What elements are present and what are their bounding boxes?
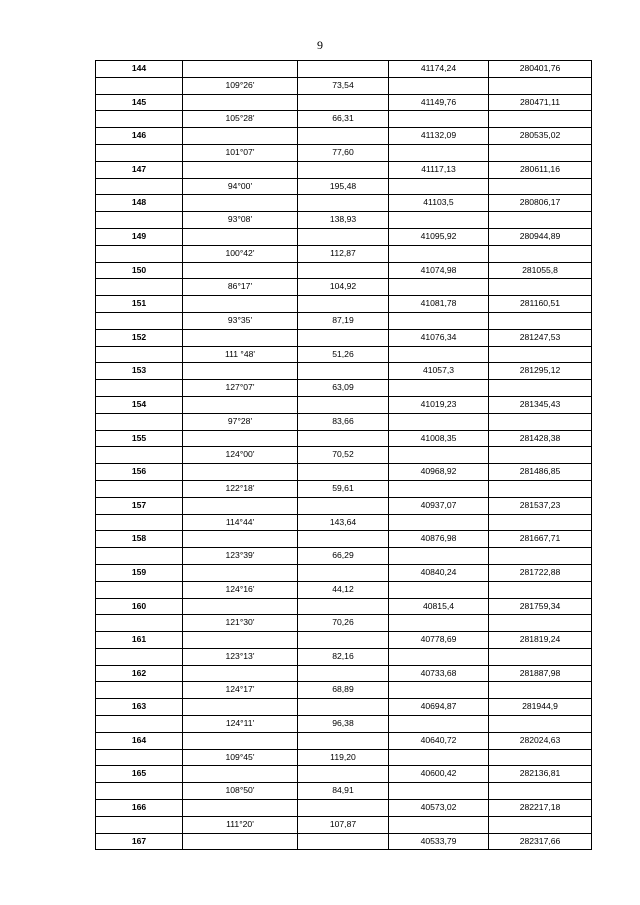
y-coordinate: 281667,71 <box>489 531 592 548</box>
x-coordinate: 40640,72 <box>389 732 489 749</box>
y-coordinate: 281486,85 <box>489 464 592 481</box>
point-number: 163 <box>96 699 183 716</box>
point-number: 148 <box>96 195 183 212</box>
x-coordinate: 41103,5 <box>389 195 489 212</box>
empty-angle-cell <box>183 665 298 682</box>
empty-x-cell <box>389 447 489 464</box>
empty-x-cell <box>389 480 489 497</box>
direction-angle: 127°07' <box>183 380 298 397</box>
empty-y-cell <box>489 312 592 329</box>
segment-row <box>96 245 592 262</box>
point-number: 159 <box>96 564 183 581</box>
x-coordinate: 41074,98 <box>389 262 489 279</box>
empty-y-cell <box>489 716 592 733</box>
y-coordinate: 281537,23 <box>489 497 592 514</box>
empty-x-cell <box>389 245 489 262</box>
empty-y-cell <box>489 648 592 665</box>
page-number: 9 <box>317 38 323 52</box>
segment-row <box>96 514 592 531</box>
y-coordinate: 281055,8 <box>489 262 592 279</box>
empty-length-cell <box>298 699 389 716</box>
point-row <box>96 632 592 649</box>
empty-angle-cell <box>183 766 298 783</box>
point-row <box>96 161 592 178</box>
empty-y-cell <box>489 111 592 128</box>
direction-angle: 111°20' <box>183 816 298 833</box>
empty-x-cell <box>389 548 489 565</box>
empty-length-cell <box>298 531 389 548</box>
empty-y-cell <box>489 480 592 497</box>
y-coordinate: 281247,53 <box>489 329 592 346</box>
segment-length: 96,38 <box>298 716 389 733</box>
y-coordinate: 281819,24 <box>489 632 592 649</box>
empty-x-cell <box>389 312 489 329</box>
direction-angle: 100°42' <box>183 245 298 262</box>
empty-y-cell <box>489 178 592 195</box>
point-number: 153 <box>96 363 183 380</box>
y-coordinate: 281295,12 <box>489 363 592 380</box>
segment-row <box>96 77 592 94</box>
empty-point-cell <box>96 447 183 464</box>
point-row <box>96 396 592 413</box>
direction-angle: 124°17' <box>183 682 298 699</box>
segment-row <box>96 783 592 800</box>
direction-angle: 114°44' <box>183 514 298 531</box>
y-coordinate: 282136,81 <box>489 766 592 783</box>
empty-angle-cell <box>183 632 298 649</box>
point-number: 161 <box>96 632 183 649</box>
empty-point-cell <box>96 77 183 94</box>
x-coordinate: 40600,42 <box>389 766 489 783</box>
empty-length-cell <box>298 161 389 178</box>
segment-row <box>96 581 592 598</box>
segment-row <box>96 682 592 699</box>
y-coordinate: 281160,51 <box>489 296 592 313</box>
segment-row <box>96 648 592 665</box>
empty-y-cell <box>489 682 592 699</box>
point-number: 164 <box>96 732 183 749</box>
point-number: 162 <box>96 665 183 682</box>
point-row <box>96 195 592 212</box>
y-coordinate: 280535,02 <box>489 128 592 145</box>
empty-x-cell <box>389 77 489 94</box>
y-coordinate: 282024,63 <box>489 732 592 749</box>
direction-angle: 123°39' <box>183 548 298 565</box>
empty-angle-cell <box>183 598 298 615</box>
segment-row <box>96 279 592 296</box>
empty-length-cell <box>298 766 389 783</box>
point-number: 151 <box>96 296 183 313</box>
segment-length: 66,29 <box>298 548 389 565</box>
point-number: 150 <box>96 262 183 279</box>
segment-length: 51,26 <box>298 346 389 363</box>
point-row <box>96 732 592 749</box>
empty-length-cell <box>298 61 389 78</box>
empty-angle-cell <box>183 128 298 145</box>
empty-angle-cell <box>183 363 298 380</box>
empty-y-cell <box>489 144 592 161</box>
point-number: 158 <box>96 531 183 548</box>
empty-y-cell <box>489 380 592 397</box>
empty-point-cell <box>96 783 183 800</box>
point-number: 145 <box>96 94 183 111</box>
empty-point-cell <box>96 245 183 262</box>
empty-point-cell <box>96 716 183 733</box>
x-coordinate: 40733,68 <box>389 665 489 682</box>
empty-angle-cell <box>183 531 298 548</box>
x-coordinate: 40968,92 <box>389 464 489 481</box>
empty-length-cell <box>298 396 389 413</box>
empty-x-cell <box>389 178 489 195</box>
empty-x-cell <box>389 648 489 665</box>
y-coordinate: 280806,17 <box>489 195 592 212</box>
point-number: 144 <box>96 61 183 78</box>
empty-angle-cell <box>183 564 298 581</box>
point-number: 167 <box>96 833 183 850</box>
x-coordinate: 41117,13 <box>389 161 489 178</box>
empty-length-cell <box>298 833 389 850</box>
empty-angle-cell <box>183 161 298 178</box>
empty-x-cell <box>389 783 489 800</box>
empty-length-cell <box>298 296 389 313</box>
point-row <box>96 262 592 279</box>
empty-angle-cell <box>183 195 298 212</box>
empty-angle-cell <box>183 396 298 413</box>
segment-length: 63,09 <box>298 380 389 397</box>
empty-angle-cell <box>183 699 298 716</box>
segment-row <box>96 380 592 397</box>
point-row <box>96 430 592 447</box>
x-coordinate: 41095,92 <box>389 228 489 245</box>
segment-row <box>96 413 592 430</box>
empty-point-cell <box>96 346 183 363</box>
empty-y-cell <box>489 413 592 430</box>
point-row <box>96 766 592 783</box>
direction-angle: 111 °48' <box>183 346 298 363</box>
point-row <box>96 363 592 380</box>
empty-length-cell <box>298 497 389 514</box>
empty-point-cell <box>96 581 183 598</box>
empty-angle-cell <box>183 497 298 514</box>
segment-length: 119,20 <box>298 749 389 766</box>
segment-length: 84,91 <box>298 783 389 800</box>
point-number: 157 <box>96 497 183 514</box>
direction-angle: 93°08' <box>183 212 298 229</box>
y-coordinate: 281944,9 <box>489 699 592 716</box>
y-coordinate: 281722,88 <box>489 564 592 581</box>
empty-x-cell <box>389 816 489 833</box>
empty-y-cell <box>489 581 592 598</box>
segment-length: 143,64 <box>298 514 389 531</box>
segment-length: 195,48 <box>298 178 389 195</box>
segment-length: 70,26 <box>298 615 389 632</box>
segment-row <box>96 716 592 733</box>
empty-length-cell <box>298 128 389 145</box>
empty-angle-cell <box>183 833 298 850</box>
x-coordinate: 40876,98 <box>389 531 489 548</box>
empty-x-cell <box>389 144 489 161</box>
empty-length-cell <box>298 564 389 581</box>
segment-length: 44,12 <box>298 581 389 598</box>
x-coordinate: 40937,07 <box>389 497 489 514</box>
y-coordinate: 280401,76 <box>489 61 592 78</box>
point-row <box>96 228 592 245</box>
x-coordinate: 41057,3 <box>389 363 489 380</box>
x-coordinate: 40533,79 <box>389 833 489 850</box>
empty-y-cell <box>489 447 592 464</box>
x-coordinate: 41149,76 <box>389 94 489 111</box>
empty-angle-cell <box>183 262 298 279</box>
direction-angle: 108°50' <box>183 783 298 800</box>
segment-row <box>96 178 592 195</box>
empty-point-cell <box>96 413 183 430</box>
segment-length: 77,60 <box>298 144 389 161</box>
empty-y-cell <box>489 245 592 262</box>
empty-x-cell <box>389 749 489 766</box>
coordinates-table <box>95 60 592 850</box>
empty-point-cell <box>96 648 183 665</box>
point-row <box>96 128 592 145</box>
point-row <box>96 329 592 346</box>
segment-length: 70,52 <box>298 447 389 464</box>
point-number: 147 <box>96 161 183 178</box>
empty-length-cell <box>298 363 389 380</box>
empty-length-cell <box>298 632 389 649</box>
direction-angle: 94°00' <box>183 178 298 195</box>
empty-y-cell <box>489 279 592 296</box>
empty-y-cell <box>489 548 592 565</box>
empty-point-cell <box>96 548 183 565</box>
direction-angle: 124°00' <box>183 447 298 464</box>
empty-length-cell <box>298 464 389 481</box>
point-row <box>96 833 592 850</box>
empty-point-cell <box>96 212 183 229</box>
x-coordinate: 41081,78 <box>389 296 489 313</box>
point-number: 160 <box>96 598 183 615</box>
empty-x-cell <box>389 279 489 296</box>
x-coordinate: 41008,35 <box>389 430 489 447</box>
segment-row <box>96 749 592 766</box>
point-row <box>96 665 592 682</box>
point-number: 165 <box>96 766 183 783</box>
direction-angle: 101°07' <box>183 144 298 161</box>
y-coordinate: 282317,66 <box>489 833 592 850</box>
x-coordinate: 40815,4 <box>389 598 489 615</box>
x-coordinate: 40778,69 <box>389 632 489 649</box>
empty-point-cell <box>96 279 183 296</box>
empty-angle-cell <box>183 800 298 817</box>
segment-length: 82,16 <box>298 648 389 665</box>
segment-length: 66,31 <box>298 111 389 128</box>
x-coordinate: 40573,02 <box>389 800 489 817</box>
segment-length: 73,54 <box>298 77 389 94</box>
y-coordinate: 281428,38 <box>489 430 592 447</box>
empty-length-cell <box>298 430 389 447</box>
segment-row <box>96 548 592 565</box>
empty-x-cell <box>389 413 489 430</box>
empty-length-cell <box>298 262 389 279</box>
empty-y-cell <box>489 615 592 632</box>
empty-point-cell <box>96 514 183 531</box>
segment-length: 107,87 <box>298 816 389 833</box>
empty-angle-cell <box>183 732 298 749</box>
empty-x-cell <box>389 380 489 397</box>
point-row <box>96 800 592 817</box>
empty-point-cell <box>96 615 183 632</box>
empty-y-cell <box>489 816 592 833</box>
empty-angle-cell <box>183 430 298 447</box>
segment-length: 112,87 <box>298 245 389 262</box>
empty-x-cell <box>389 581 489 598</box>
point-row <box>96 699 592 716</box>
empty-point-cell <box>96 380 183 397</box>
empty-point-cell <box>96 111 183 128</box>
segment-row <box>96 312 592 329</box>
empty-point-cell <box>96 816 183 833</box>
segment-length: 87,19 <box>298 312 389 329</box>
point-row <box>96 61 592 78</box>
empty-y-cell <box>489 212 592 229</box>
segment-length: 138,93 <box>298 212 389 229</box>
empty-angle-cell <box>183 296 298 313</box>
x-coordinate: 40694,87 <box>389 699 489 716</box>
empty-length-cell <box>298 732 389 749</box>
empty-angle-cell <box>183 329 298 346</box>
point-row <box>96 497 592 514</box>
segment-row <box>96 480 592 497</box>
segment-row <box>96 447 592 464</box>
segment-row <box>96 111 592 128</box>
y-coordinate: 280471,11 <box>489 94 592 111</box>
point-number: 152 <box>96 329 183 346</box>
empty-point-cell <box>96 749 183 766</box>
direction-angle: 93°35' <box>183 312 298 329</box>
empty-length-cell <box>298 94 389 111</box>
point-row <box>96 94 592 111</box>
direction-angle: 124°11' <box>183 716 298 733</box>
point-row <box>96 531 592 548</box>
coordinates-table-body <box>96 61 592 850</box>
direction-angle: 109°45' <box>183 749 298 766</box>
point-row <box>96 296 592 313</box>
x-coordinate: 41174,24 <box>389 61 489 78</box>
segment-length: 68,89 <box>298 682 389 699</box>
empty-length-cell <box>298 195 389 212</box>
segment-row <box>96 346 592 363</box>
point-number: 149 <box>96 228 183 245</box>
empty-length-cell <box>298 665 389 682</box>
point-row <box>96 564 592 581</box>
segment-row <box>96 816 592 833</box>
y-coordinate: 281887,98 <box>489 665 592 682</box>
empty-x-cell <box>389 615 489 632</box>
segment-length: 59,61 <box>298 480 389 497</box>
empty-point-cell <box>96 480 183 497</box>
y-coordinate: 282217,18 <box>489 800 592 817</box>
empty-angle-cell <box>183 61 298 78</box>
direction-angle: 109°26' <box>183 77 298 94</box>
direction-angle: 97°28' <box>183 413 298 430</box>
empty-x-cell <box>389 682 489 699</box>
direction-angle: 122°18' <box>183 480 298 497</box>
empty-length-cell <box>298 228 389 245</box>
empty-point-cell <box>96 682 183 699</box>
empty-x-cell <box>389 514 489 531</box>
point-number: 146 <box>96 128 183 145</box>
segment-row <box>96 144 592 161</box>
empty-y-cell <box>489 346 592 363</box>
segment-length: 83,66 <box>298 413 389 430</box>
empty-point-cell <box>96 144 183 161</box>
empty-length-cell <box>298 800 389 817</box>
point-number: 154 <box>96 396 183 413</box>
x-coordinate: 41076,34 <box>389 329 489 346</box>
empty-x-cell <box>389 346 489 363</box>
empty-y-cell <box>489 749 592 766</box>
point-number: 156 <box>96 464 183 481</box>
point-row <box>96 598 592 615</box>
empty-angle-cell <box>183 94 298 111</box>
direction-angle: 86°17' <box>183 279 298 296</box>
segment-length: 104,92 <box>298 279 389 296</box>
direction-angle: 123°13' <box>183 648 298 665</box>
empty-angle-cell <box>183 464 298 481</box>
direction-angle: 121°30' <box>183 615 298 632</box>
y-coordinate: 281759,34 <box>489 598 592 615</box>
y-coordinate: 281345,43 <box>489 396 592 413</box>
point-row <box>96 464 592 481</box>
direction-angle: 105°28' <box>183 111 298 128</box>
direction-angle: 124°16' <box>183 581 298 598</box>
empty-point-cell <box>96 178 183 195</box>
point-number: 166 <box>96 800 183 817</box>
empty-y-cell <box>489 514 592 531</box>
empty-length-cell <box>298 598 389 615</box>
empty-length-cell <box>298 329 389 346</box>
empty-y-cell <box>489 783 592 800</box>
x-coordinate: 41019,23 <box>389 396 489 413</box>
y-coordinate: 280611,16 <box>489 161 592 178</box>
segment-row <box>96 615 592 632</box>
x-coordinate: 41132,09 <box>389 128 489 145</box>
point-number: 155 <box>96 430 183 447</box>
empty-x-cell <box>389 716 489 733</box>
x-coordinate: 40840,24 <box>389 564 489 581</box>
empty-x-cell <box>389 111 489 128</box>
empty-point-cell <box>96 312 183 329</box>
empty-x-cell <box>389 212 489 229</box>
empty-y-cell <box>489 77 592 94</box>
y-coordinate: 280944,89 <box>489 228 592 245</box>
empty-angle-cell <box>183 228 298 245</box>
segment-row <box>96 212 592 229</box>
